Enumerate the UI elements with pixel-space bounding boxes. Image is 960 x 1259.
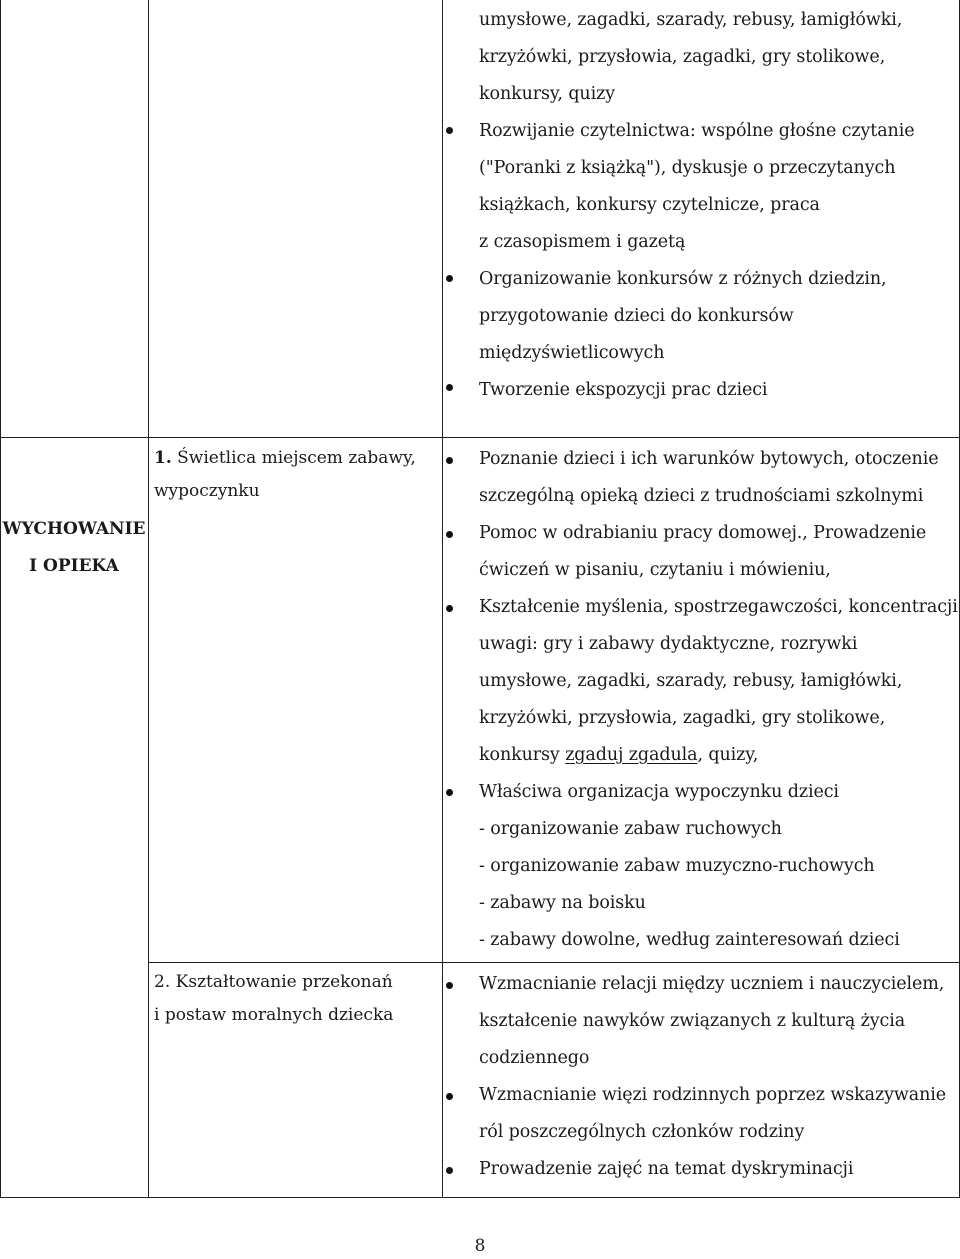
bullet-icon [446, 789, 453, 796]
list-item-line: umysłowe, zagadki, szarady, rebusy, łamigłówki, [479, 10, 903, 30]
subject-2 [154, 966, 393, 1032]
list-item-line: umysłowe, zagadki, szarady, rebusy, łamigłówki, [479, 671, 903, 691]
list-item-line: Wzmacnianie relacji między uczniem i nauczycielem, [479, 974, 945, 994]
bullet-icon [446, 1167, 453, 1174]
bullet-icon [446, 457, 453, 464]
bullet-icon [446, 1093, 453, 1100]
bullet-icon [446, 384, 453, 391]
area-label-line2: I OPIEKA [29, 556, 119, 576]
list-item-line: międzyświetlicowych [479, 343, 665, 363]
list-item-line: kształcenie nawyków związanych z kulturą życia [479, 1011, 906, 1031]
page-number: 8 [474, 1236, 486, 1256]
subject-1 [154, 442, 416, 508]
bullet-icon [446, 275, 453, 282]
area-label-line1: WYCHOWANIE [2, 519, 146, 539]
list-item-line: Poznanie dzieci i ich warunków bytowych, otoczenie [479, 449, 939, 469]
area-label [0, 511, 148, 585]
list-item-line: Kształcenie myślenia, spostrzegawczości, koncentracji [479, 597, 958, 617]
list-item-line: Organizowanie konkursów z różnych dziedzin, [479, 269, 887, 289]
list-item-line: konkursy zgaduj zgadula, quizy, [479, 745, 759, 765]
subject-title-line1: Kształtowanie przekonań [175, 972, 393, 992]
list-item-line: - organizowanie zabaw muzyczno-ruchowych [479, 856, 875, 876]
subject-title-line1: Świetlica miejscem zabawy, [177, 448, 416, 468]
list-item-line: szczególną opieką dzieci z trudnościami szkolnymi [479, 486, 924, 506]
list-item-line: książkach, konkursy czytelnicze, praca [479, 195, 820, 215]
list-item-line: ("Poranki z książką"), dyskusje o przeczytanych [479, 158, 896, 178]
list-item-line: - zabawy na boisku [479, 893, 646, 913]
bullet-icon [446, 605, 453, 612]
list-item-line: konkursy, quizy [479, 84, 615, 104]
list-item-line: - organizowanie zabaw ruchowych [479, 819, 782, 839]
list-item-line: przygotowanie dzieci do konkursów [479, 306, 794, 326]
list-item-line: Prowadzenie zajęć na temat dyskryminacji [479, 1159, 854, 1179]
list-item-line: Właściwa organizacja wypoczynku dzieci [479, 782, 839, 802]
list-item-line: ćwiczeń w pisaniu, czytaniu i mówieniu, [479, 560, 831, 580]
subject-number: 1. [154, 448, 172, 468]
list-item-line: Rozwijanie czytelnictwa: wspólne głośne czytanie [479, 121, 915, 141]
list-item-line: krzyżówki, przysłowia, zagadki, gry stolikowe, [479, 47, 886, 67]
list-item-line: codziennego [479, 1048, 590, 1068]
list-item-line: z czasopismem i gazetą [479, 232, 686, 252]
subject-number: 2. [154, 972, 171, 992]
list-item-line: Pomoc w odrabianiu pracy domowej., Prowadzenie [479, 523, 927, 543]
subject-title-line2: i postaw moralnych dziecka [154, 1005, 394, 1025]
list-item-line: Tworzenie ekspozycji prac dzieci [479, 380, 768, 400]
bullet-icon [446, 982, 453, 989]
list-item-line: krzyżówki, przysłowia, zagadki, gry stolikowe, [479, 708, 886, 728]
list-item-line: Wzmacnianie więzi rodzinnych poprzez wskazywanie [479, 1085, 947, 1105]
bullet-icon [446, 531, 453, 538]
bullet-icon [446, 127, 453, 134]
list-item-line: ról poszczególnych członków rodziny [479, 1122, 805, 1142]
list-item-line: uwagi: gry i zabawy dydaktyczne, rozrywki [479, 634, 858, 654]
list-item-line: - zabawy dowolne, według zainteresowań dzieci [479, 930, 900, 950]
subject-title-line2: wypoczynku [154, 481, 260, 501]
